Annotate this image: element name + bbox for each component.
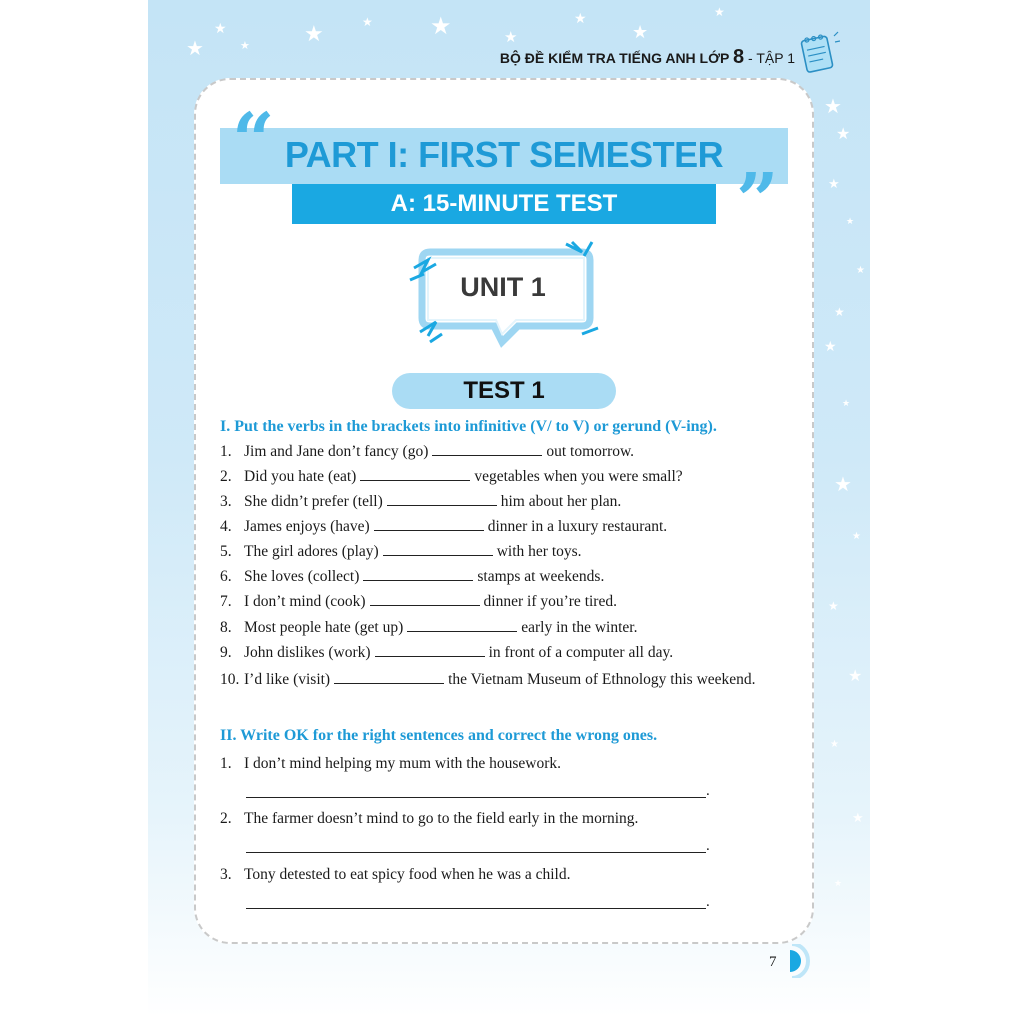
answer-line[interactable] xyxy=(246,797,706,798)
section-1-heading: I. Put the verbs in the brackets into infinitive (V/ to V) or gerund (V-ing). xyxy=(220,418,717,435)
exercise-item: 4. James enjoys (have) dinner in a luxury restaurant. xyxy=(220,518,668,535)
answer-line[interactable] xyxy=(246,908,706,909)
line-end: . xyxy=(706,783,710,799)
exercise-item: 1. I don’t mind helping my mum with the housework. xyxy=(220,755,562,772)
answer-blank[interactable] xyxy=(374,519,484,531)
star-icon: ★ xyxy=(834,305,845,319)
star-icon: ★ xyxy=(824,94,842,118)
part-title: PART I: FIRST SEMESTER xyxy=(284,134,724,175)
answer-blank[interactable] xyxy=(383,544,493,556)
exercise-item: 8. Most people hate (get up) early in the winter. xyxy=(220,619,638,636)
exercise-item: 3. Tony detested to eat spicy food when he was a child. xyxy=(220,866,571,883)
exercise-item: 3. She didn’t prefer (tell) him about her plan. xyxy=(220,493,622,510)
answer-blank[interactable] xyxy=(370,594,480,606)
exercise-item: 9. John dislikes (work) in front of a computer all day. xyxy=(220,644,674,661)
exercise-item: 7. I don’t mind (cook) dinner if you’re tired. xyxy=(220,593,617,610)
exercise-item: 2. Did you hate (eat) vegetables when you were small? xyxy=(220,468,683,485)
star-icon: ★ xyxy=(852,531,861,542)
star-icon: ★ xyxy=(632,22,649,43)
star-icon: ★ xyxy=(836,124,851,143)
star-icon: ★ xyxy=(240,39,250,52)
test-label: TEST 1 xyxy=(392,373,616,409)
star-icon: ★ xyxy=(852,811,864,826)
star-icon: ★ xyxy=(824,339,837,355)
page-number: 7 xyxy=(769,954,777,970)
star-icon: ★ xyxy=(714,5,725,19)
star-icon: ★ xyxy=(856,265,865,276)
answer-blank[interactable] xyxy=(363,569,473,581)
exercise-item: 1. Jim and Jane don’t fancy (go) out tomorrow. xyxy=(220,443,635,460)
star-icon: ★ xyxy=(430,12,452,40)
exercise-item: 6. She loves (collect) stamps at weekends. xyxy=(220,568,605,585)
unit-label: UNIT 1 xyxy=(460,272,546,302)
star-icon: ★ xyxy=(304,22,324,47)
star-icon: ★ xyxy=(574,11,587,27)
page-background xyxy=(148,0,870,1017)
test-type-banner: A: 15-MINUTE TEST xyxy=(292,184,716,224)
answer-blank[interactable] xyxy=(432,444,542,456)
star-icon: ★ xyxy=(846,217,855,227)
star-icon: ★ xyxy=(828,177,840,192)
quote-mark-icon: ” xyxy=(736,158,779,244)
star-icon: ★ xyxy=(830,739,839,750)
star-icon: ★ xyxy=(186,36,204,60)
answer-blank[interactable] xyxy=(387,494,497,506)
star-icon: ★ xyxy=(828,599,839,613)
star-icon: ★ xyxy=(362,15,373,29)
book-title: BỘ ĐỀ KIỂM TRA TIẾNG ANH LỚP 8 - TẬP 1 xyxy=(499,46,795,68)
answer-blank[interactable] xyxy=(375,645,485,657)
star-icon: ★ xyxy=(842,399,851,409)
answer-blank[interactable] xyxy=(407,620,517,632)
star-icon: ★ xyxy=(214,21,227,37)
line-end: . xyxy=(706,894,710,910)
star-icon: ★ xyxy=(848,666,863,685)
exercise-item: 10. I’d like (visit) the Vietnam Museum of Ethnology this weekend. xyxy=(220,671,756,688)
star-icon: ★ xyxy=(834,879,843,889)
quote-mark-icon: “ xyxy=(232,98,275,184)
exercise-item: 2. The farmer doesn’t mind to go to the field early in the morning. xyxy=(220,810,639,827)
answer-line[interactable] xyxy=(246,852,706,853)
answer-blank[interactable] xyxy=(334,672,444,684)
page-dot-icon xyxy=(786,944,814,978)
line-end: . xyxy=(706,838,710,854)
star-icon: ★ xyxy=(834,472,852,496)
notebook-icon xyxy=(796,30,840,76)
star-icon: ★ xyxy=(504,28,518,46)
answer-blank[interactable] xyxy=(360,469,470,481)
section-2-heading: II. Write OK for the right sentences and correct the wrong ones. xyxy=(220,727,658,744)
exercise-item: 5. The girl adores (play) with her toys. xyxy=(220,543,582,560)
